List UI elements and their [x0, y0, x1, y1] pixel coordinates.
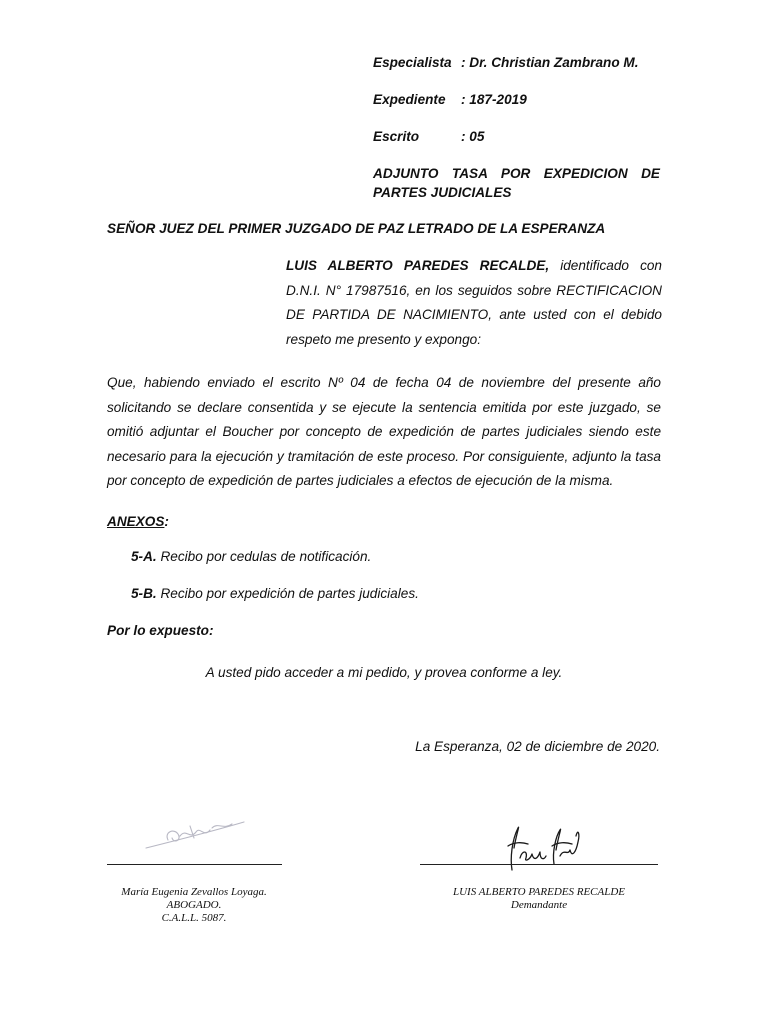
- place-date: La Esperanza, 02 de diciembre de 2020.: [415, 739, 660, 754]
- plaintiff-signature-line: [420, 864, 658, 865]
- plaintiff-handwritten-signature: [498, 822, 590, 874]
- especialista-value: : Dr. Christian Zambrano M.: [461, 55, 639, 70]
- intro-paragraph: [286, 254, 662, 352]
- especialista-label: Especialista: [373, 55, 452, 70]
- por-lo-expuesto: Por lo expuesto:: [107, 623, 214, 638]
- lawyer-registration: C.A.L.L. 5087.: [161, 912, 227, 924]
- annex-code: 5-B.: [131, 586, 157, 601]
- anexos-heading: [107, 513, 169, 531]
- expediente-value: : 187-2019: [461, 92, 527, 107]
- annex-text: Recibo por expedición de partes judiciales.: [156, 586, 419, 601]
- lawyer-title: ABOGADO.: [166, 899, 222, 911]
- plaintiff-role: Demandante: [510, 899, 568, 911]
- anexos-title: ANEXOS: [107, 514, 165, 529]
- especialista-row: [373, 54, 663, 72]
- annex-item: [131, 585, 419, 603]
- document-subject: ADJUNTO TASA POR EXPEDICION DE PARTES JUDICIALES: [373, 166, 660, 200]
- addressee-line: SEÑOR JUEZ DEL PRIMER JUZGADO DE PAZ LETRADO DE LA ESPERANZA: [107, 221, 606, 236]
- annex-text: Recibo por cedulas de notificación.: [156, 549, 372, 564]
- expediente-label: Expediente: [373, 92, 446, 107]
- escrito-value: : 05: [461, 129, 485, 144]
- escrito-row: [373, 128, 663, 146]
- anexos-colon: :: [164, 514, 169, 529]
- request-line: A usted pido acceder a mi pedido, y provea conforme a ley.: [205, 665, 563, 680]
- lawyer-signature-line: [107, 864, 282, 865]
- plaintiff-name: LUIS ALBERTO PAREDES RECALDE,: [286, 258, 550, 273]
- expediente-row: [373, 91, 663, 109]
- escrito-label: Escrito: [373, 129, 420, 144]
- intro-text: identificado con D.N.I. N° 17987516, en los seguidos sobre RECTIFICACION DE PARTIDA DE NACIMIENTO, ante usted con el debido respeto me presento y expongo:: [286, 258, 662, 347]
- body-paragraph: Que, habiendo enviado el escrito Nº 04 de fecha 04 de noviembre del presente año solicitando se declare consentida y se ejecute la sentencia emitida por este juzgado, se omitió adjuntar el Boucher por concepto de expedición de partes judiciales siendo este necesario para la ejecución y tramitación de este proceso. Por consiguiente, adjunto la tasa por concepto de expedición de partes judiciales a efectos de ejecución de la misma.: [107, 375, 661, 488]
- annex-item: [131, 548, 371, 566]
- lawyer-signature-stamp: [140, 810, 250, 855]
- lawyer-name: María Eugenia Zevallos Loyaga.: [121, 886, 267, 898]
- plaintiff-signature-name: LUIS ALBERTO PAREDES RECALDE: [452, 886, 626, 898]
- annex-code: 5-A.: [131, 549, 157, 564]
